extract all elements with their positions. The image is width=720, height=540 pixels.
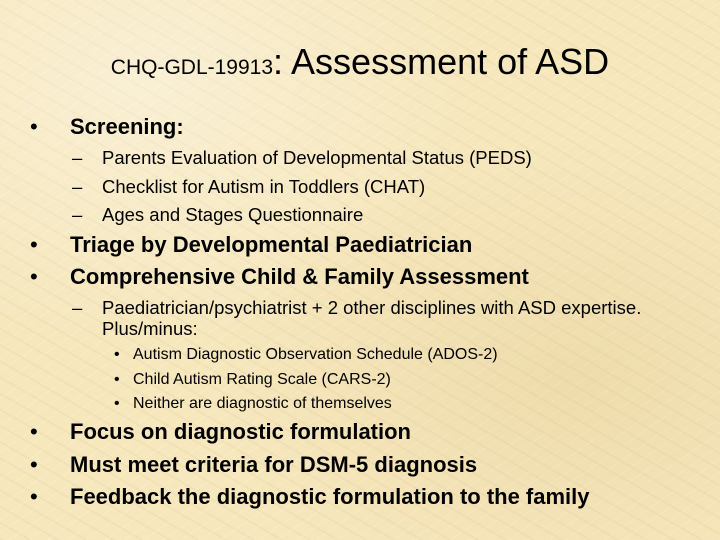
slide-title [0, 41, 720, 82]
sub-bullet-chat: – Checklist for Autism in Toddlers (CHAT) [30, 176, 700, 197]
tool-bullet-ados: • Autism Diagnostic Observation Schedule (ADOS-2) [30, 346, 700, 364]
bullet-list [30, 110, 700, 509]
tool-bullet-not-diagnostic: • Neither are diagnostic of themselves [30, 395, 700, 413]
sub-bullet-asq: – Ages and Stages Questionnaire [30, 204, 700, 225]
tool-bullet-cars: • Child Autism Rating Scale (CARS-2) [30, 371, 700, 389]
bullet-screening: • Screening: [30, 114, 700, 139]
bullet-comprehensive: • Comprehensive Child & Family Assessment [30, 264, 700, 289]
bullet-feedback: • Feedback the diagnostic formulation to the family [30, 484, 700, 509]
bullet-triage: • Triage by Developmental Paediatrician [30, 232, 700, 257]
document-code: CHQ-GDL-19913 [110, 56, 274, 79]
sub-bullet-disciplines: – Paediatrician/psychiatrist + 2 other disciplines with ASD expertise. Plus/minus: [30, 297, 700, 340]
sub-bullet-peds: – Parents Evaluation of Developmental Status (PEDS) [30, 147, 700, 168]
bullet-criteria: • Must meet criteria for DSM-5 diagnosis [30, 452, 700, 477]
title-text: : Assessment of ASD [273, 41, 610, 82]
bullet-focus: • Focus on diagnostic formulation [30, 419, 700, 444]
